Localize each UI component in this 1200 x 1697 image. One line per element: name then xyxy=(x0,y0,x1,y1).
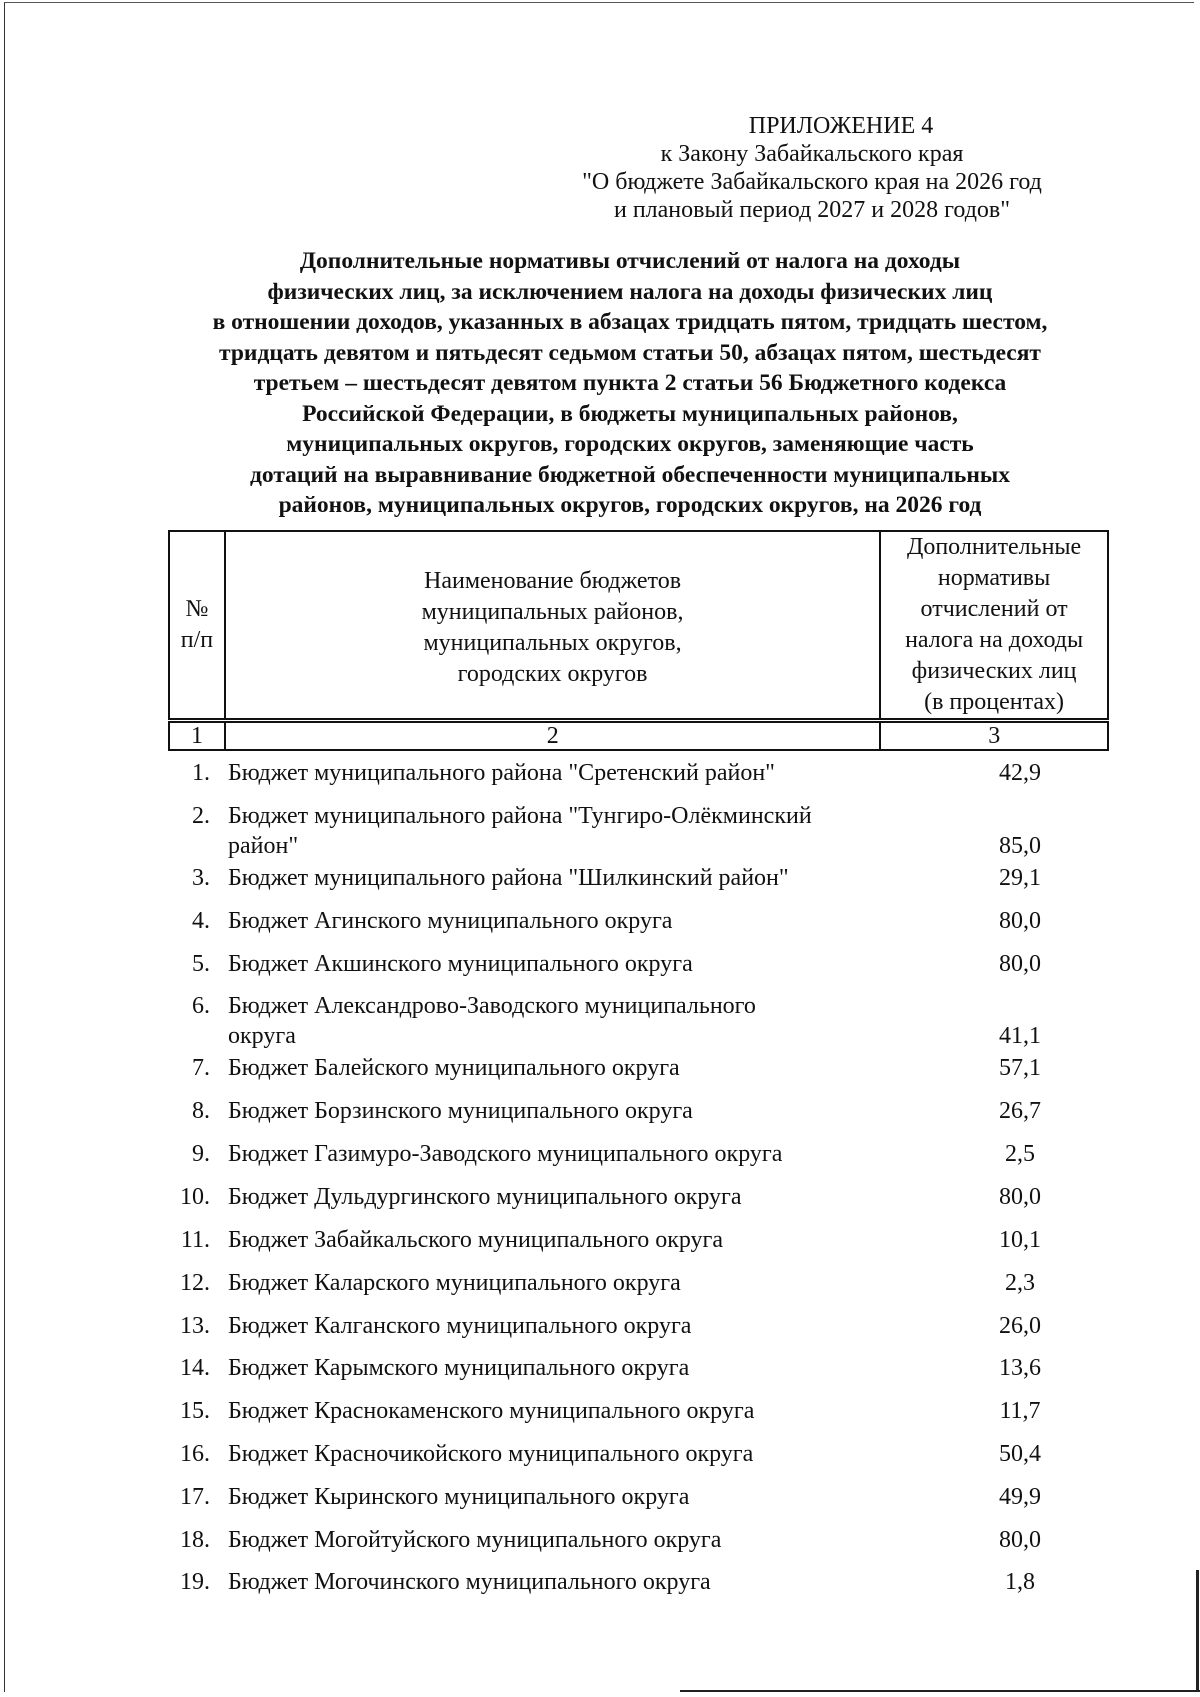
row-number: 11. xyxy=(180,1227,210,1253)
row-number: 6. xyxy=(192,993,210,1019)
row-number: 2. xyxy=(192,803,210,829)
scan-mark xyxy=(1196,1570,1199,1690)
header-number-cell xyxy=(169,531,225,719)
row-number: 3. xyxy=(192,865,210,891)
row-budget-name: Бюджет Забайкальского муниципального округа xyxy=(228,1227,724,1253)
column-number-row xyxy=(168,721,1109,751)
header-name-cell xyxy=(225,531,880,719)
title-line: физических лиц, за исключением налога на доходы физических лиц xyxy=(267,278,993,305)
row-norm-value: 29,1 xyxy=(999,865,1041,891)
header-name-label: Наименование бюджетов xyxy=(423,568,682,594)
row-norm-value: 80,0 xyxy=(999,908,1041,934)
row-budget-name: Бюджет Газимуро-Заводского муниципального округа xyxy=(228,1141,783,1167)
row-budget-name: Бюджет муниципального района "Тунгиро-Олёкминский район" xyxy=(228,803,812,859)
row-norm-value: 13,6 xyxy=(999,1355,1041,1381)
row-number: 9. xyxy=(192,1141,210,1167)
row-budget-name: Бюджет Кыринского муниципального округа xyxy=(228,1484,690,1510)
header-norm-label: физических лиц xyxy=(911,658,1077,684)
column-number: 1 xyxy=(169,722,225,750)
row-norm-value: 85,0 xyxy=(999,833,1041,859)
header-name-label: городских округов xyxy=(457,661,648,687)
row-norm-value: 2,3 xyxy=(1005,1270,1035,1296)
row-budget-name: Бюджет Дульдургинского муниципального округа xyxy=(228,1184,742,1210)
header-norm-cell xyxy=(880,531,1108,719)
column-number: 2 xyxy=(225,722,881,750)
row-number: 19. xyxy=(180,1569,210,1595)
row-norm-value: 80,0 xyxy=(999,1184,1041,1210)
title-line: тридцать девятом и пятьдесят седьмом статьи 50, абзацах пятом, шестьдесят xyxy=(219,339,1041,366)
row-norm-value: 80,0 xyxy=(999,951,1041,977)
row-norm-value: 2,5 xyxy=(1005,1141,1035,1167)
row-norm-value: 11,7 xyxy=(999,1398,1041,1424)
row-number: 5. xyxy=(192,951,210,977)
row-budget-name: Бюджет муниципального района "Шилкинский район" xyxy=(228,865,789,891)
scan-mark xyxy=(680,1690,1200,1692)
title-line: третьем – шестьдесят девятом пункта 2 статьи 56 Бюджетного кодекса xyxy=(253,370,1007,396)
header-norm-label: Дополнительные xyxy=(906,534,1082,560)
row-budget-name: Бюджет Акшинского муниципального округа xyxy=(228,951,693,977)
row-norm-value: 80,0 xyxy=(999,1527,1041,1553)
row-norm-value: 26,7 xyxy=(999,1098,1041,1124)
table-header xyxy=(168,530,1109,720)
header-norm-label: (в процентах) xyxy=(924,689,1065,715)
row-number: 8. xyxy=(192,1098,210,1124)
row-number: 12. xyxy=(180,1270,210,1296)
row-budget-name: Бюджет Калганского муниципального округа xyxy=(228,1313,692,1339)
row-number: 13. xyxy=(180,1313,210,1339)
row-budget-name: Бюджет Агинского муниципального округа xyxy=(228,908,673,934)
header-norm-label: нормативы xyxy=(937,565,1051,591)
appendix-header xyxy=(552,112,1072,224)
row-norm-value: 57,1 xyxy=(999,1055,1041,1081)
appendix-line-1: к Закону Забайкальского края xyxy=(660,141,964,167)
header-name-label: муниципальных районов, xyxy=(421,599,684,625)
row-budget-name: Бюджет Могойтуйского муниципального округа xyxy=(228,1527,722,1553)
appendix-line-2: "О бюджете Забайкальского края на 2026 год xyxy=(582,169,1042,195)
row-norm-value: 50,4 xyxy=(999,1441,1041,1467)
document-title xyxy=(150,246,1110,521)
row-norm-value: 10,1 xyxy=(999,1227,1041,1253)
row-number: 16. xyxy=(180,1441,210,1467)
header-number-label: п/п xyxy=(180,627,214,653)
row-number: 18. xyxy=(180,1527,210,1553)
header-norm-label: отчислений от xyxy=(920,596,1068,622)
row-norm-value: 42,9 xyxy=(999,760,1041,786)
row-number: 1. xyxy=(192,760,210,786)
row-norm-value: 26,0 xyxy=(999,1313,1041,1339)
row-number: 4. xyxy=(192,908,210,934)
row-budget-name: Бюджет Александрово-Заводского муниципального округа xyxy=(228,993,756,1049)
appendix-heading: ПРИЛОЖЕНИЕ 4 xyxy=(748,113,934,139)
row-budget-name: Бюджет Красночикойского муниципального округа xyxy=(228,1441,754,1467)
title-line: Дополнительные нормативы отчислений от налога на доходы xyxy=(299,248,961,274)
row-norm-value: 49,9 xyxy=(999,1484,1041,1510)
row-budget-name: Бюджет Каларского муниципального округа xyxy=(228,1270,681,1296)
row-norm-value: 41,1 xyxy=(999,1023,1041,1049)
header-number-label: № xyxy=(185,596,209,622)
row-number: 17. xyxy=(180,1484,210,1510)
row-budget-name: Бюджет Балейского муниципального округа xyxy=(228,1055,680,1081)
row-number: 10. xyxy=(180,1184,210,1210)
row-number: 15. xyxy=(180,1398,210,1424)
row-number: 7. xyxy=(192,1055,210,1081)
row-norm-value: 1,8 xyxy=(1005,1569,1035,1595)
title-line: дотаций на выравнивание бюджетной обеспеченности муниципальных xyxy=(250,461,1010,488)
row-budget-name: Бюджет Борзинского муниципального округа xyxy=(228,1098,693,1124)
header-name-label: муниципальных округов, xyxy=(423,630,682,656)
appendix-line-3: и плановый период 2027 и 2028 годов" xyxy=(613,197,1011,223)
header-norm-label: налога на доходы xyxy=(905,627,1084,653)
title-line: районов, муниципальных округов, городских округов, на 2026 год xyxy=(278,492,982,518)
title-line: в отношении доходов, указанных в абзацах тридцать пятом, тридцать шестом, xyxy=(212,309,1048,335)
column-number: 3 xyxy=(880,722,1108,750)
row-budget-name: Бюджет Краснокаменского муниципального округа xyxy=(228,1398,755,1424)
row-budget-name: Бюджет муниципального района "Сретенский район" xyxy=(228,760,775,786)
title-line: муниципальных округов, городских округов, заменяющие часть xyxy=(286,431,974,457)
title-line: Российской Федерации, в бюджеты муниципальных районов, xyxy=(302,400,958,427)
row-number: 14. xyxy=(180,1355,210,1381)
row-budget-name: Бюджет Карымского муниципального округа xyxy=(228,1355,690,1381)
row-budget-name: Бюджет Могочинского муниципального округа xyxy=(228,1569,711,1595)
